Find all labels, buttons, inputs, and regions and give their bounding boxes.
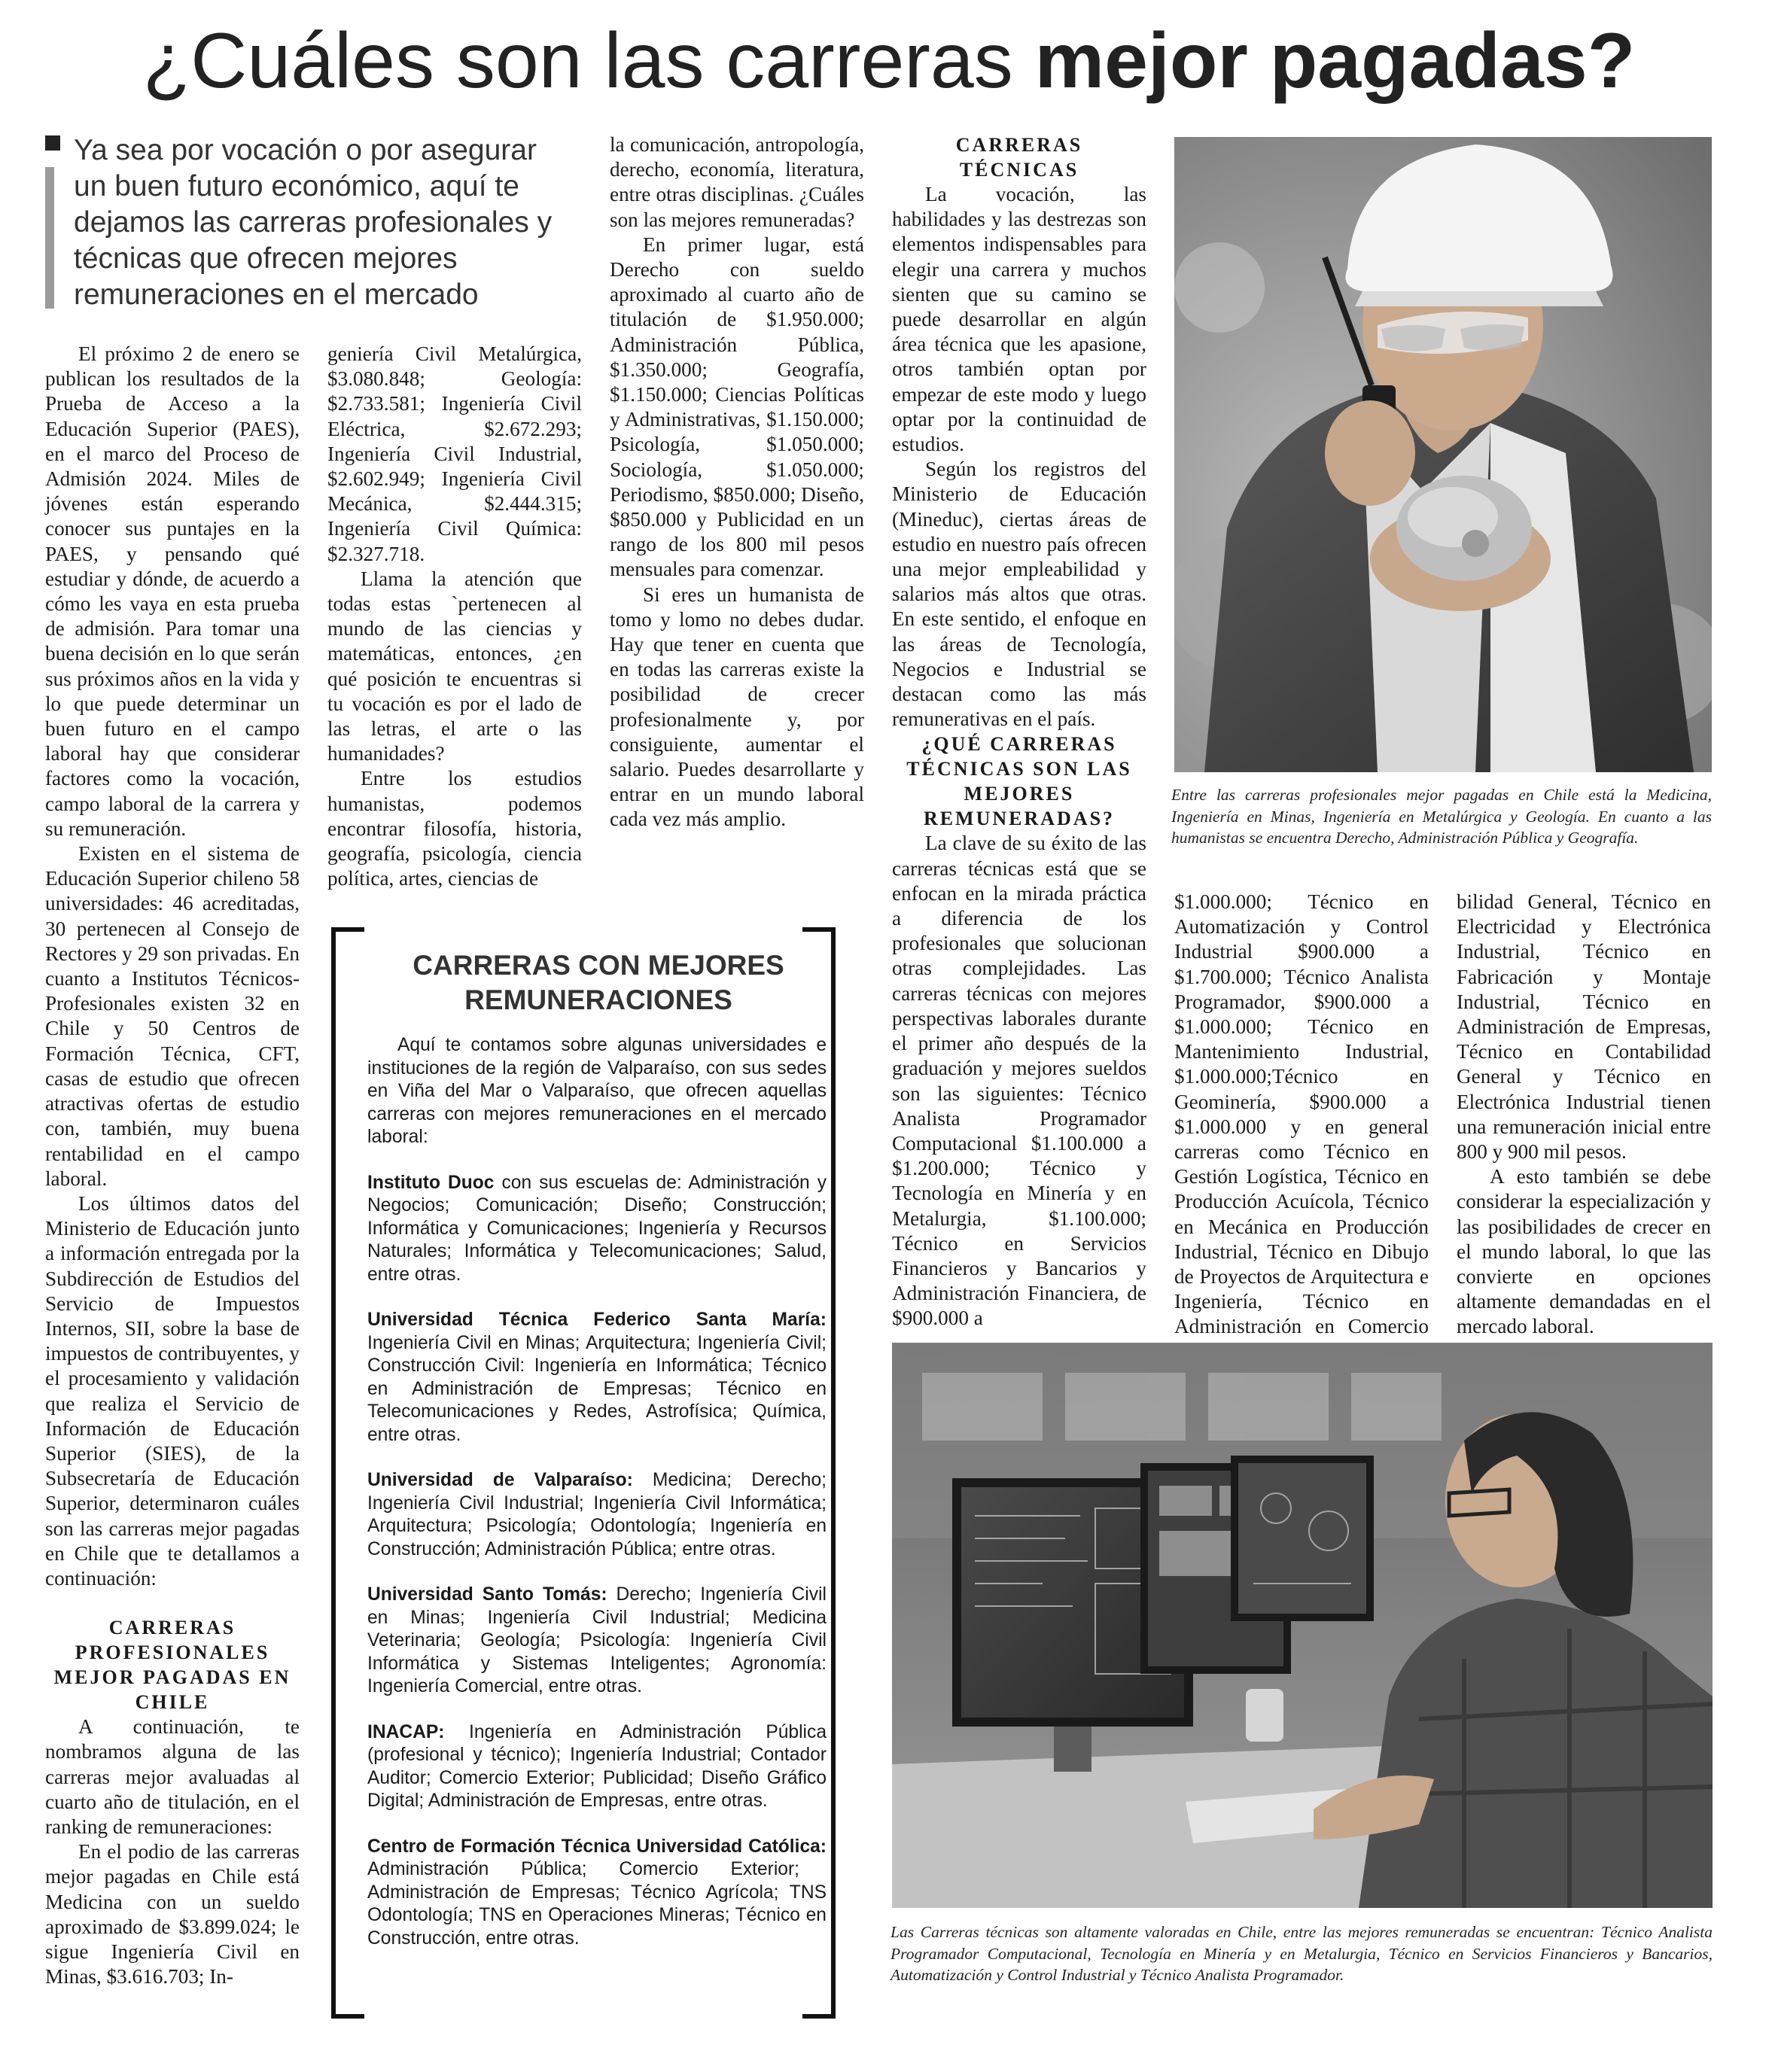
col4-subhead-technical-careers: CARRERAS TÉCNICAS (955, 134, 1083, 181)
column-1 (45, 342, 300, 1989)
box-entry-inacap (367, 1721, 827, 1813)
deck-subtitle: Ya sea por vocación o por asegurar un buen futuro económico, aquí te dejamos las carreras profesionales y técnicas que ofrecen mejores remuneraciones en el mercado (74, 134, 553, 311)
col2-paragraph-3: Entre los estudios humanistas, podemos encontrar filosofía, historia, geografía, psicología, ciencia política, artes, ciencias de (327, 767, 582, 890)
headline (0, 11, 1778, 112)
box-entry-ust-name: Universidad Santo Tomás: (367, 1584, 607, 1605)
col2-paragraph-1: geniería Civil Metalúrgica, $3.080.848; Geología: $2.733.581; Ingeniería Civil Eléctrica, $2.672.293; Ingeniería Civil Industrial, $2.602.949; Ingeniería Civil Mecánica, $2.444.315; Ingeniería Civil Química: $2.327.718. (327, 342, 582, 565)
box-entry-cft-uc-text: Administración Pública; Comercio Exterior; Administración de Empresas; Técnico Agrícola; TNS Odontología; TNS en Operaciones Mineras; Técnico en Construcción, entre otras. (367, 1859, 827, 1949)
box-entry-cft-uc (367, 1836, 827, 1951)
col4-paragraph-1: La vocación, las habilidades y las destrezas son elementos indispensables para elegir una carrera y muchos sienten que su camino se puede desarrollar en algún área técnica que les apasione, otros también optan por empezar de este modo y luego optar por la continuidad de estudios. (892, 183, 1146, 456)
photo-engineer-with-rock (1174, 137, 1712, 772)
box-intro: Aquí te contamos sobre algunas universidades e instituciones de la región de Valparaíso, con sus sedes en Viña del Mar o Valparaíso, que ofrecen aquellas carreras con mejores remuneraciones en el mercado laboral: (367, 1035, 827, 1147)
deck-bar-decoration (45, 167, 54, 309)
box-entry-ust (367, 1584, 827, 1699)
col4-paragraph-3: La clave de su éxito de las carreras técnicas está que se enfocan en la mirada práctica a diferencia de los profesionales que solucionan otras complejidades. Las carreras técnicas con mejores perspectivas laborales durante el primer año después de la graduación y mejores sueldos son las siguientes: Técnico Analista Programador Computacional $1.100.000 a $1.200.000; Técnico y Tecnología en Minería y en Metalurgia, $1.100.000; Técnico en Servicios Financieros y Bancarios y Administración Financiera, de $900.000 a (892, 832, 1146, 1330)
box-entry-cft-uc-name: Centro de Formación Técnica Universidad Católica: (367, 1836, 827, 1857)
col3-paragraph-3: Si eres un humanista de tomo y lomo no debes dudar. Hay que tener en cuenta que en todas las carreras existe la posibilidad de crecer profesionalmente y, por consiguiente, aumentar el salario. Puedes desarrollarte y entrar en un mundo laboral cada vez más amplio. (610, 583, 864, 831)
box-entry-ust-text: Derecho; Ingeniería Civil en Minas; Ingeniería Civil Industrial; Medicina Veterinaria; Geología; Psicología: Ingeniería Civil Informática y Sistemas Inteligentes; Agronomía: Ingeniería Comercial, entre otras. (367, 1584, 827, 1696)
col1-paragraph-1: El próximo 2 de enero se publican los resultados de la Prueba de Acceso a la Educación Superior (PAES), en el marco del Proceso de Admisión 2024. Miles de jóvenes están esperando conocer sus puntajes en la PAES, y pensando qué estudiar y dónde, de acuerdo a cómo les vaya en esta prueba de admisión. Para tomar una buena decisión en lo que serán sus próximos años en la vida y lo que puede determinar un buen futuro en el campo laboral hay que considerar factores como la vocación, campo laboral de la carrera y su remuneración. (45, 342, 300, 840)
headline-bold: mejor pagadas? (1034, 17, 1636, 105)
box-entry-uv-name: Universidad de Valparaíso: (367, 1470, 633, 1490)
box-entry-duoc (367, 1172, 827, 1287)
box-entry-inacap-text: Ingeniería en Administración Pública (profesional y técnico); Ingeniería Industrial; Contador Auditor; Comercio Exterior; Publicidad; Diseño Gráfico Digital; Administración de Empresas, entre otras. (367, 1721, 827, 1811)
box-entry-uv-text: Medicina; Derecho; Ingeniería Civil Industrial; Ingeniería Civil Informática; Arquitectura; Psicología; Odontología; Ingeniería en Construcción; Administración Pública; entre otras. (367, 1470, 827, 1559)
col4-paragraph-2: Según los registros del Ministerio de Educación (Mineduc), ciertas áreas de estudio en nuestro país ofrecen una mejor empleabilidad y salarios más altos que otras. En este sentido, el enfoque en las áreas de Tecnología, Negocios e Industrial se destacan como las más remunerativas en el país. (892, 458, 1146, 731)
caption-photo-woman-computers: Las Carreras técnicas son altamente valoradas en Chile, entre las mejores remuneradas se encuentran: Técnico Analista Programador Computacional, Tecnología en Minería y en Metalurgia, Técnico en Servicios Financieros y Bancarios, Automatización y Control Industrial y Técnico Analista Programador. (891, 1923, 1713, 1984)
deck-square-marker (45, 135, 60, 151)
box-entry-utfsm-name: Universidad Técnica Federico Santa María: (367, 1310, 827, 1330)
col6-paragraph-2: A esto también se debe considerar la especialización y las posibilidades de crecer en el mundo laboral, lo que las convierte en opciones altamente demandadas en el mercado laboral. (1457, 1165, 1711, 1338)
col3-paragraph-1: la comunicación, antropología, derecho, economía, literatura, entre otras disciplinas. ¿Cuáles son las mejores remuneradas? (610, 133, 864, 231)
box-entry-inacap-name: INACAP: (367, 1721, 445, 1742)
col5-paragraph-1: $1.000.000; Técnico en Automatización y Control Industrial $900.000 a $1.700.000; Técnico Analista Programador, $900.000 a $1.000.000; Técnico en Mantenimiento Industrial, $1.000.000;Técnico en Geominería, $900.000 a $1.000.000 y en general carreras como Técnico en Gestión Logística, Técnico en Producción Acuícola, Técnico en Mecánica en Producción Industrial, Técnico en Dibujo de Proyectos de Arquitectura e Ingeniería, Técnico en Administración en Comercio (1174, 890, 1429, 1338)
col1-paragraph-5: En el podio de las carreras mejor pagadas en Chile está Medicina con un sueldo aproximado de $3.899.024; le sigue Ingeniería Civil en Minas, $3.616.703; In- (45, 1840, 300, 1988)
control-room-illustration (892, 1343, 1713, 1908)
box-entry-duoc-name: Instituto Duoc (367, 1172, 495, 1193)
photo-woman-at-computers (892, 1343, 1713, 1908)
col1-subhead-professional-careers: CARRERAS PROFESIONALES MEJOR PAGADAS EN CHILE (53, 1617, 291, 1714)
col1-paragraph-4: A continuación, te nombramos alguna de las carreras mejor avaluadas al cuarto año de titulación, en el ranking de remuneraciones: (45, 1715, 300, 1838)
box-entry-utfsm (367, 1309, 827, 1447)
box-left-bracket (331, 927, 364, 2019)
col3-paragraph-2: En primer lugar, está Derecho con sueldo aproximado al cuarto año de titulación de $1.950.000; Administración Pública, $1.350.000; Geografía, $1.150.000; Ciencias Políticas y Administrativas, $1.150.000; Psicología, $1.050.000; Sociología, $1.050.000; Periodismo, $850.000; Diseño, $850.000 y Publicidad en un rango de los 800 mil pesos mensuales para comenzar. (610, 233, 864, 581)
headline-regular: ¿Cuáles son las carreras (142, 17, 1013, 105)
column-5 (1174, 890, 1429, 1365)
column-4 (892, 132, 1146, 1331)
column-6 (1457, 890, 1711, 1340)
column-3 (610, 132, 864, 832)
engineer-illustration (1174, 137, 1712, 772)
col4-subhead-best-paid-technical: ¿QUÉ CARRERAS TÉCNICAS SON LAS MEJORES REMUNERADAS? (906, 733, 1132, 830)
caption-photo-engineer: Entre las carreras profesionales mejor pagadas en Chile está la Medicina, Ingeniería en Minas, Ingeniería en Metalúrgica y Geología. En cuanto a las humanistas se encuentra Derecho, Administración Pública y Geografía. (1171, 786, 1712, 847)
box-body (367, 1034, 827, 1973)
col6-paragraph-1: bilidad General, Técnico en Electricidad y Electrónica Industrial, Técnico en Fabricación y Montaje Industrial, Técnico en Administración de Empresas, Técnico en Contabilidad General y Técnico en Electrónica Industrial tienen una remuneración inicial entre 800 y 900 mil pesos. (1457, 890, 1711, 1164)
column-2 (327, 342, 582, 891)
box-entry-utfsm-text: Ingeniería Civil en Minas; Arquitectura; Ingeniería Civil; Construcción Civil: Ingeniería en Informática; Técnico en Administración de Empresas; Técnico en Telecomunicaciones y Redes, Astrofísica; Química, entre otras. (367, 1332, 827, 1445)
box-title: CARRERAS CON MEJORES REMUNERACIONES (413, 950, 784, 1015)
col1-paragraph-3: Los últimos datos del Ministerio de Educación junto a información entregada por la Subdirección de Estudios del Servicio de Impuestos Internos, SII, sobre la base de impuestos de contribuyentes, y el procesamiento y validación que realiza el Servicio de Información de Educación Superior (SIES), de la Subsecretaría de Educación Superior, determinaron cuáles son las carreras mejor pagadas en Chile que te detallamos a continuación: (45, 1191, 300, 1590)
col1-paragraph-2: Existen en el sistema de Educación Superior chileno 58 universidades: 46 acreditadas, 30 pertenecen al Consejo de Rectores y 29 son privadas. En cuanto a Institutos Técnicos- Profesionales existen 32 en Chile y 50 Centros de Formación Técnica, CFT, casas de estudio que ofrecen atractivas ofertas de estudio con, también, muy buena rentabilidad en el campo laboral. (45, 842, 300, 1190)
box-entry-duoc-text: con sus escuelas de: Administración y Negocios; Comunicación; Diseño; Construcción; Informática y Comunicaciones; Ingeniería y Recursos Naturales; Informática y Telecomunicaciones; Salud, entre otras. (367, 1172, 827, 1285)
col2-paragraph-2: Llama la atención que todas estas `pertenecen al mundo de las ciencias y matemáticas, entonces, ¿en qué posición te encuentras si tu vocación es por el lado de las letras, el arte o las humanidades? (327, 567, 582, 765)
box-entry-uv (367, 1469, 827, 1561)
